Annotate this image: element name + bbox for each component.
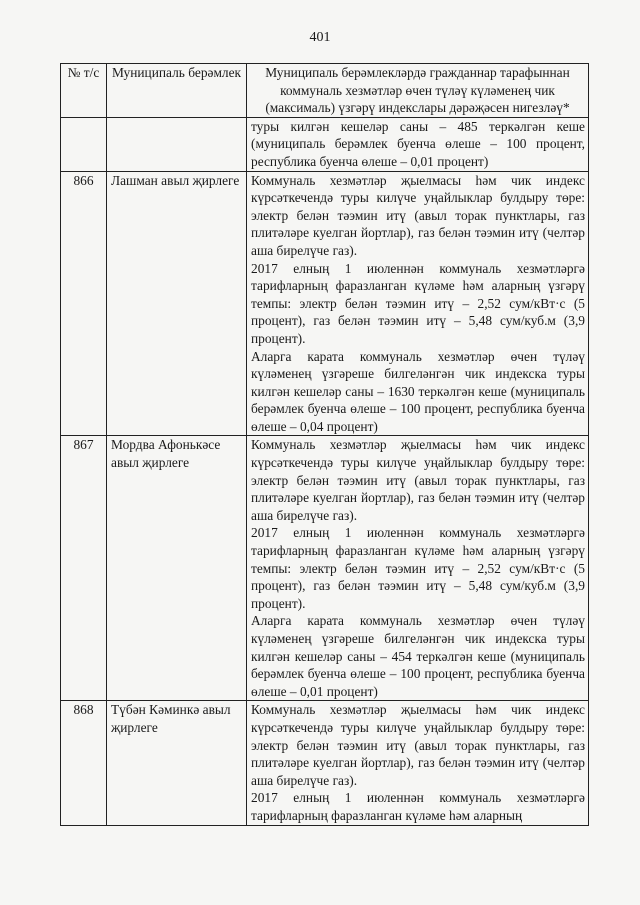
paragraph: Аларга карата коммуналь хезмәтләр өчен түләү күләменең үзгәреше билгеләнгән чик индекска туры килгән кешеләр саны – 1630 теркәлгән кеше (муниципаль берәмлек буенча өлеше – 100 процент, республика буенча өлеше – 0,04 процент) <box>251 348 585 434</box>
indices-description <box>247 436 589 701</box>
page-number: 401 <box>309 30 331 45</box>
paragraph: Коммуналь хезмәтләр җыелмасы һәм чик индекс күрсәткечендә туры килүче уңайлыклар булдыру төре: электр белән тәэмин итү (авыл торак пунктлары, газ плитәләре куелган йортлар), газ белән тәэмин итү (челтәр аша бирелүче газ). <box>251 702 585 788</box>
table-row-continuation <box>61 117 589 171</box>
paragraph: Коммуналь хезмәтләр җыелмасы һәм чик индекс күрсәткечендә туры килүче уңайлыклар булдыру төре: электр белән тәэмин итү (авыл торак пунктлары, газ плитәләре куелган йортлар), газ белән тәэмин итү (челтәр аша бирелүче газ). <box>251 172 585 258</box>
table-header-row <box>61 64 589 118</box>
indices-description <box>247 171 589 436</box>
paragraph: 2017 елның 1 июленнән коммуналь хезмәтләргә тарифларның фаразланган күләме һәм аларның үзгәрү темпы: электр белән тәэмин итү – 2,52 сум/кВт·с (5 процент), газ белән тәэмин итү – 5,48 сум/куб.м (3,9 процент). <box>251 525 585 611</box>
paragraph: Аларга карата коммуналь хезмәтләр өчен түләү күләменең үзгәреше билгеләнгән чик индекска туры килгән кешеләр саны – 454 теркәлгән кеше (муниципаль берәмлек буенча өлеше – 100 процент, республика буенча өлеше – 0,01 процент) <box>251 613 585 699</box>
table-row <box>61 171 589 436</box>
row-number: 867 <box>61 436 107 701</box>
table-row <box>61 701 589 825</box>
cell-continuation-text: туры килгән кешеләр саны – 485 теркәлгән кеше (муниципаль берәмлек буенча өлеше – 100 процент, республика буенча өлеше – 0,01 процент) <box>247 117 589 171</box>
cell-number-empty <box>61 117 107 171</box>
header-indices: Муниципаль берәмлекләрдә гражданнар тарафыннан коммуналь хезмәтләр өчен түләү күләменең чик (максималь) үзгәрү индекслары дәрәҗәсен нигезләү* <box>247 64 589 118</box>
row-number: 868 <box>61 701 107 825</box>
row-number: 866 <box>61 171 107 436</box>
paragraph: Коммуналь хезмәтләр җыелмасы һәм чик индекс күрсәткечендә туры килүче уңайлыклар булдыру төре: электр белән тәэмин итү (авыл торак пунктлары, газ плитәләре куелган йортлар), газ белән тәэмин итү (челтәр аша бирелүче газ). <box>251 437 585 523</box>
municipality-name: Түбән Кәминкә авыл җирлеге <box>107 701 247 825</box>
paragraph: 2017 елның 1 июленнән коммуналь хезмәтләргә тарифларның фаразланган күләме һәм аларның <box>251 790 585 823</box>
header-number: № т/с <box>61 64 107 118</box>
table-row <box>61 436 589 701</box>
municipality-name: Лашман авыл җирлеге <box>107 171 247 436</box>
indices-table <box>60 63 589 826</box>
indices-description <box>247 701 589 825</box>
header-municipality: Муниципаль берәмлек <box>107 64 247 118</box>
municipality-name: Мордва Афонькәсе авыл җирлеге <box>107 436 247 701</box>
paragraph: 2017 елның 1 июленнән коммуналь хезмәтләргә тарифларның фаразланган күләме һәм аларның үзгәрү темпы: электр белән тәэмин итү – 2,52 сум/кВт·с (5 процент), газ белән тәэмин итү – 5,48 сум/куб.м (3,9 процент). <box>251 260 585 346</box>
cell-municipality-empty <box>107 117 247 171</box>
